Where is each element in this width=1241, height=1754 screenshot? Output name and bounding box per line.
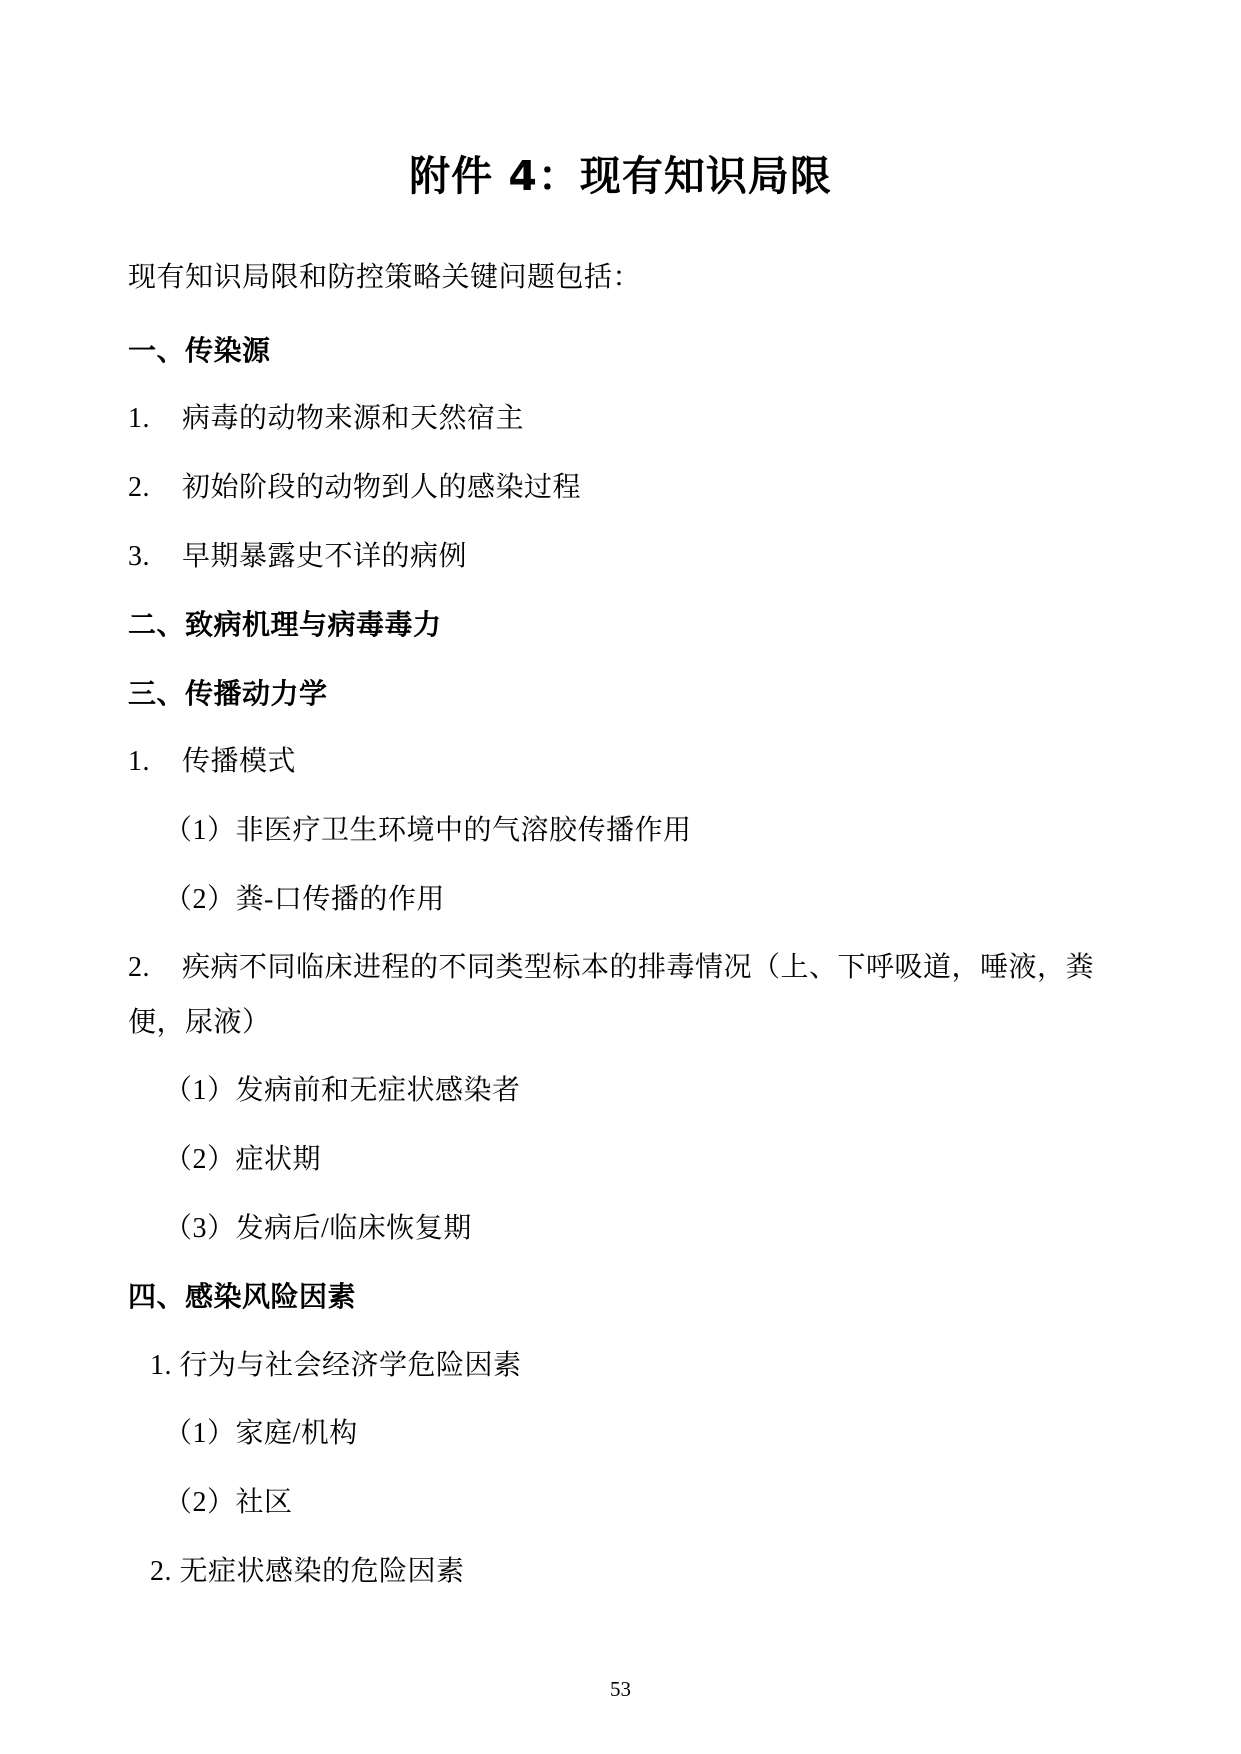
list-item-number: 1.	[128, 746, 150, 778]
sub-list-item: （1）家庭/机构	[164, 1418, 358, 1450]
list-item-number: 2.	[128, 952, 150, 984]
list-item	[128, 735, 1113, 790]
list-item-text: 疾病不同临床进程的不同类型标本的排毒情况（上、下呼吸道，唾液，粪便，尿液）	[128, 952, 1095, 1038]
section-heading-2: 二、致病机理与病毒毒力	[128, 608, 442, 642]
page-number: 53	[610, 1677, 631, 1701]
sub-list-item: （1）发病前和无症状感染者	[164, 1075, 521, 1107]
list-item: 1. 行为与社会经济学危险因素	[150, 1349, 522, 1381]
list-item-number: 1.	[128, 403, 150, 435]
list-item-text: 传播模式	[182, 746, 297, 778]
list-item-number: 2.	[128, 472, 150, 504]
list-item-text: 初始阶段的动物到人的感染过程	[182, 472, 582, 504]
list-item-number: 3.	[128, 540, 150, 572]
section-heading-1: 一、传染源	[128, 333, 271, 367]
page-title: 附件 4：现有知识局限	[409, 152, 832, 200]
sub-list-item: （2）社区	[164, 1486, 293, 1518]
sub-list-item: （2）粪-口传播的作用	[164, 883, 445, 915]
list-item	[128, 392, 1113, 447]
list-item-text: 病毒的动物来源和天然宿主	[182, 403, 525, 435]
sub-list-item: （1）非医疗卫生环境中的气溶胶传播作用	[164, 815, 692, 847]
list-item-text: 早期暴露史不详的病例	[182, 540, 468, 572]
sub-list-item: （2）症状期	[164, 1144, 322, 1176]
sub-list-item: （3）发病后/临床恢复期	[164, 1212, 472, 1244]
section-heading-3: 三、传播动力学	[128, 676, 328, 710]
list-item	[128, 461, 1113, 516]
list-item: 2. 无症状感染的危险因素	[150, 1555, 465, 1587]
intro-paragraph: 现有知识局限和防控策略关键问题包括：	[128, 262, 642, 294]
list-item	[128, 941, 1113, 1050]
section-heading-4: 四、感染风险因素	[128, 1280, 357, 1314]
list-item	[128, 530, 1113, 585]
